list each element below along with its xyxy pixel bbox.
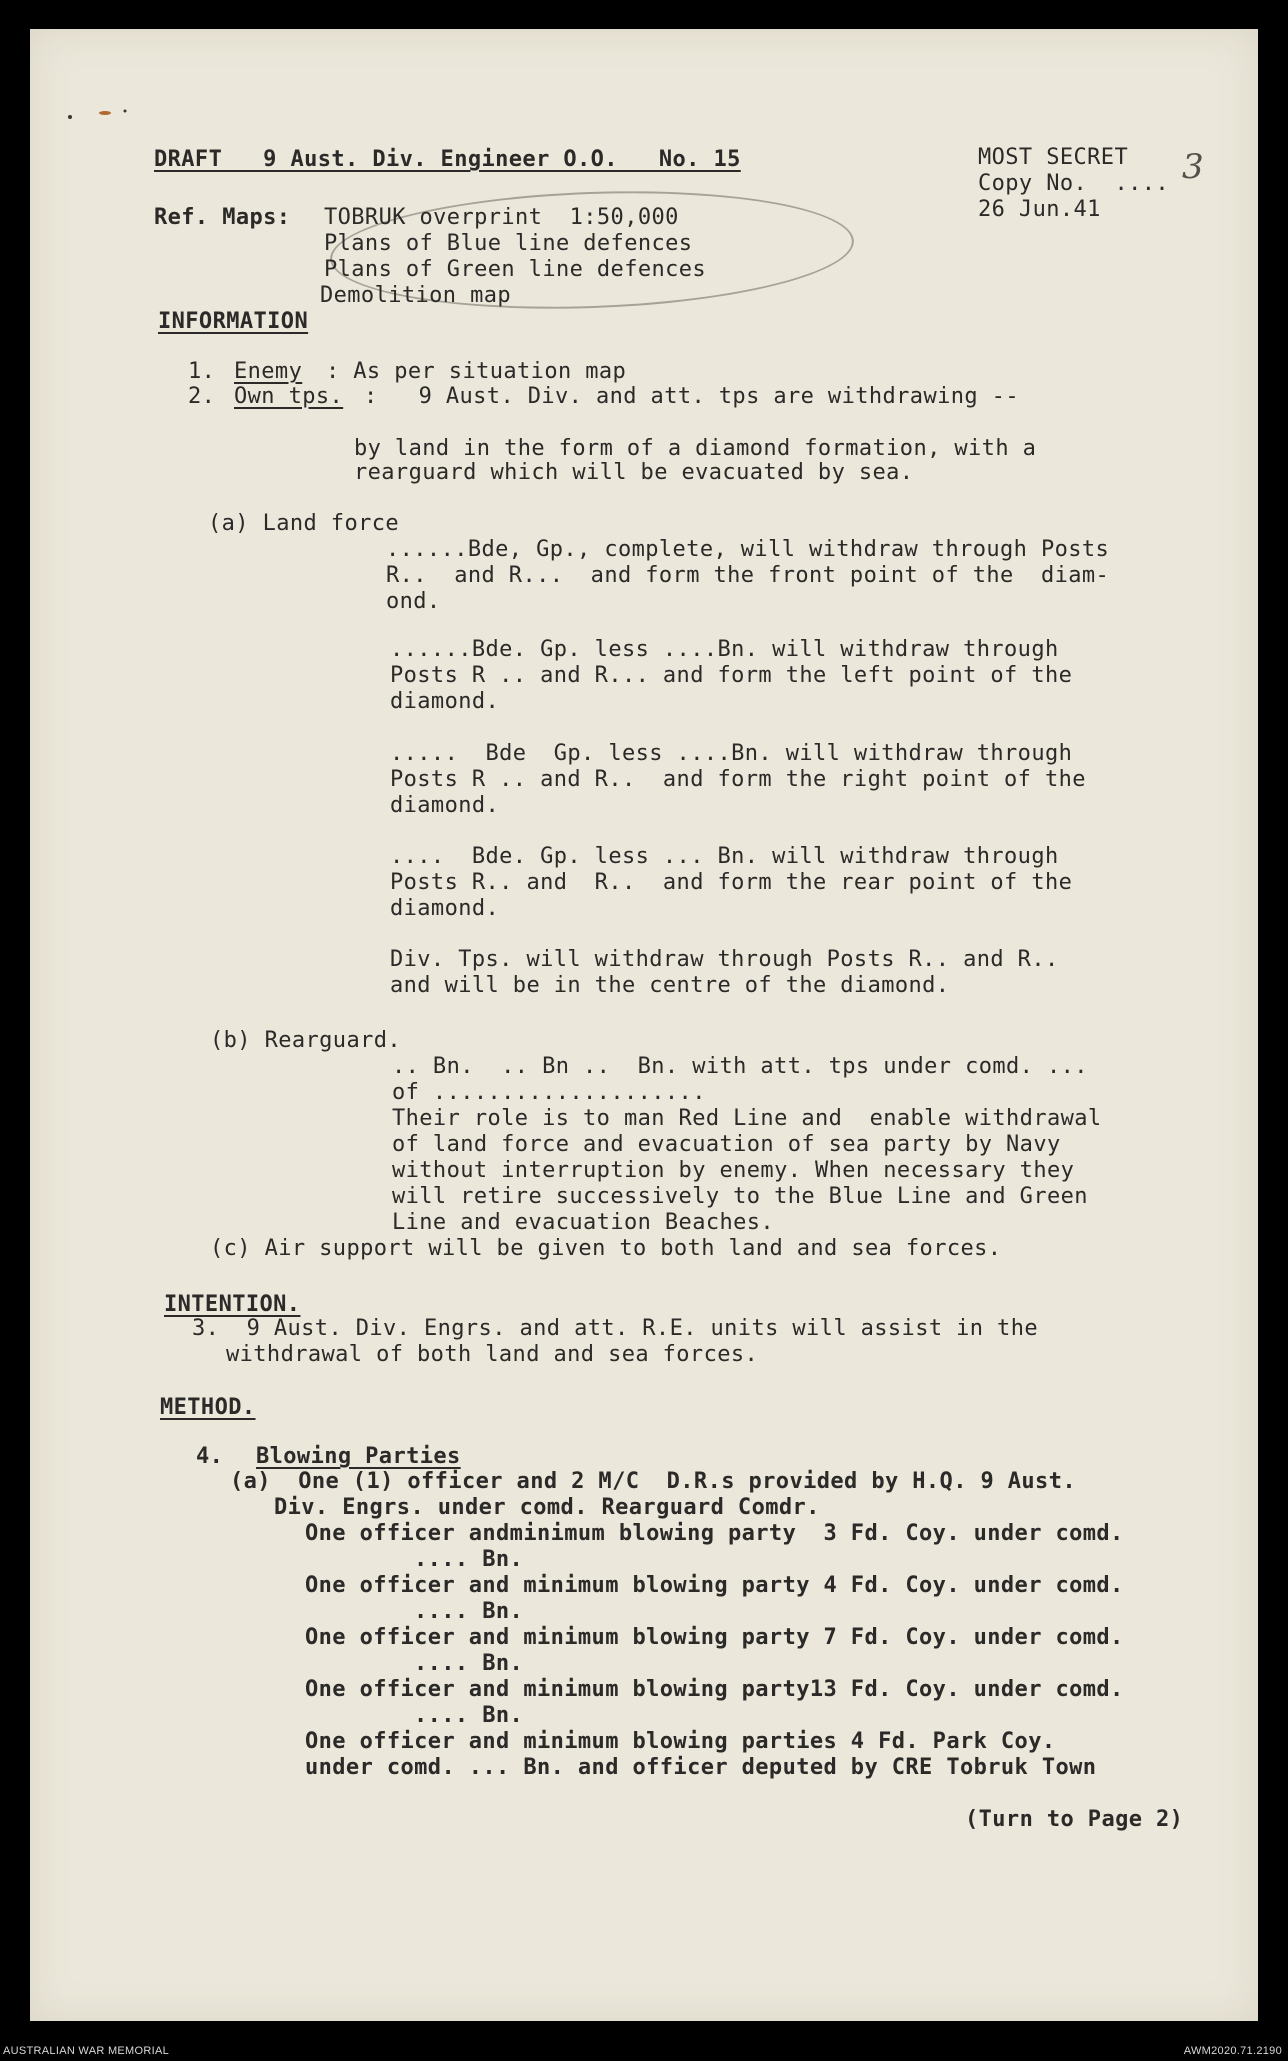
blowing-party-line: One officer and minimum blowing party 4 Fd. Coy. under comd. [305, 1573, 1124, 1598]
land-force-line: Posts R .. and R... and form the left point of the [390, 663, 1073, 688]
blowing-party-line: One officer and minimum blowing party 7 Fd. Coy. under comd. [305, 1625, 1124, 1650]
para-number: 2. [188, 384, 216, 409]
blowing-party-line: .... Bn. [414, 1703, 524, 1728]
land-force-label: (a) Land force [208, 511, 400, 536]
ref-map-item: Plans of Blue line defences [324, 231, 693, 256]
blowing-party-line: .... Bn. [414, 1651, 524, 1676]
footer-accession-number: AWM2020.71.2190 [1183, 2045, 1282, 2057]
land-force-line: ond. [386, 589, 441, 614]
rearguard-line: without interruption by enemy. When necessary they [392, 1158, 1075, 1183]
rearguard-line: of .................... [392, 1080, 706, 1105]
ref-maps-label: Ref. Maps: [154, 205, 291, 230]
blowing-party-line: .... Bn. [414, 1599, 524, 1624]
turn-page-note: (Turn to Page 2) [965, 1807, 1184, 1832]
air-support-line: (c) Air support will be given to both land and sea forces. [210, 1236, 1002, 1261]
order-title: DRAFT 9 Aust. Div. Engineer O.O. No. 15 [154, 147, 741, 172]
land-force-line: and will be in the centre of the diamond. [390, 973, 950, 998]
rearguard-line: Line and evacuation Beaches. [392, 1210, 775, 1235]
land-force-line: ..... Bde Gp. less ....Bn. will withdraw through [390, 741, 1073, 766]
document-page [30, 29, 1258, 2021]
blowing-party-line: under comd. ... Bn. and officer deputed by CRE Tobruk Town [305, 1755, 1097, 1780]
blowing-party-line: One officer and minimum blowing party13 Fd. Coy. under comd. [305, 1677, 1124, 1702]
blowing-party-line: One officer andminimum blowing party 3 Fd. Coy. under comd. [305, 1521, 1124, 1546]
method-heading: METHOD. [160, 1395, 256, 1420]
ref-map-item: Demolition map [320, 283, 512, 308]
order-date: 26 Jun.41 [978, 197, 1101, 222]
ref-map-item: TOBRUK overprint 1:50,000 [324, 205, 679, 230]
land-force-line: ......Bde, Gp., complete, will withdraw through Posts [386, 537, 1110, 562]
para-number: 4. [196, 1444, 224, 1469]
blowing-line: (a) One (1) officer and 2 M/C D.R.s provided by H.Q. 9 Aust. [230, 1469, 1076, 1494]
copy-number: Copy No. .... [978, 171, 1170, 196]
intention-line: 3. 9 Aust. Div. Engrs. and att. R.E. units will assist in the [192, 1316, 1038, 1341]
land-force-line: diamond. [390, 689, 500, 714]
ref-map-item: Plans of Green line defences [324, 257, 707, 282]
blowing-party-line: .... Bn. [414, 1547, 524, 1572]
rearguard-line: .. Bn. .. Bn .. Bn. with att. tps under comd. ... [392, 1054, 1088, 1079]
blowing-parties-label: Blowing Parties [256, 1444, 461, 1469]
para-number: 1. [188, 359, 216, 384]
ink-specks [45, 69, 165, 133]
enemy-text: : As per situation map [326, 359, 627, 384]
land-force-line: Div. Tps. will withdraw through Posts R.. and R.. [390, 947, 1059, 972]
rearguard-line: Their role is to man Red Line and enable withdrawal [392, 1106, 1102, 1131]
enemy-label: Enemy [234, 359, 303, 384]
land-force-line: diamond. [390, 896, 500, 921]
intention-line: withdrawal of both land and sea forces. [226, 1342, 759, 1367]
rearguard-line: of land force and evacuation of sea party by Navy [392, 1132, 1061, 1157]
land-force-line: ......Bde. Gp. less ....Bn. will withdraw through [390, 637, 1059, 662]
land-force-line: diamond. [390, 793, 500, 818]
own-tps-line: rearguard which will be evacuated by sea. [354, 460, 914, 485]
intention-heading: INTENTION. [164, 1292, 301, 1317]
own-tps-label: Own tps. [234, 384, 344, 409]
land-force-line: Posts R.. and R.. and form the rear point of the [390, 870, 1073, 895]
own-tps-line: : 9 Aust. Div. and att. tps are withdrawing -- [364, 384, 1019, 409]
classification: MOST SECRET [978, 145, 1129, 170]
rearguard-line: will retire successively to the Blue Line and Green [392, 1184, 1088, 1209]
footer-attribution: AUSTRALIAN WAR MEMORIAL [3, 2045, 170, 2057]
blowing-party-line: One officer and minimum blowing parties 4 Fd. Park Coy. [305, 1729, 1056, 1754]
land-force-line: .... Bde. Gp. less ... Bn. will withdraw through [390, 844, 1059, 869]
own-tps-line: by land in the form of a diamond formation, with a [354, 436, 1037, 461]
land-force-line: Posts R .. and R.. and form the right point of the [390, 767, 1086, 792]
land-force-line: R.. and R... and form the front point of the diam- [386, 563, 1110, 588]
handwritten-copy-number: 3 [1182, 147, 1204, 187]
blowing-line: Div. Engrs. under comd. Rearguard Comdr. [274, 1495, 820, 1520]
rearguard-label: (b) Rearguard. [210, 1028, 402, 1053]
information-heading: INFORMATION [158, 309, 309, 334]
